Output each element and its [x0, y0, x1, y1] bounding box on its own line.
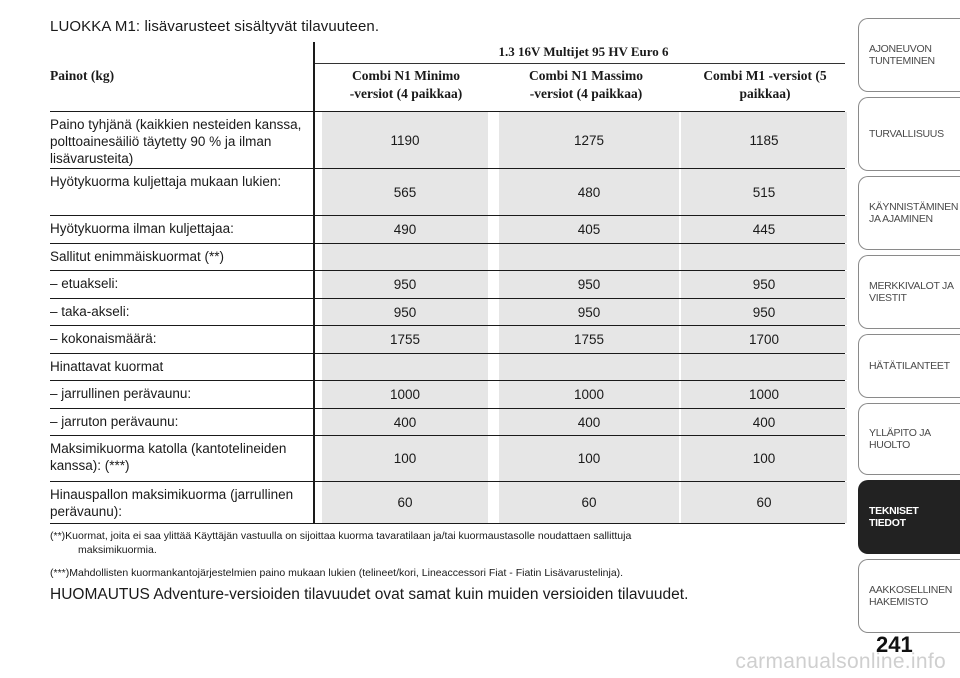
value-cell: 950 — [499, 271, 679, 298]
footnote-1 — [50, 529, 830, 557]
row-label: – jarruton perävaunu: — [50, 414, 179, 429]
table-row — [50, 299, 845, 326]
value-cell: 100 — [499, 436, 679, 481]
chapter-tab-line1: YLLÄPITO JA HUOLTO — [869, 427, 931, 451]
row-divider — [50, 523, 845, 524]
table-row — [50, 271, 845, 299]
table-row — [50, 409, 845, 436]
chapter-tab[interactable] — [858, 480, 960, 554]
value-cell: 400 — [322, 409, 488, 435]
column-header-line2: paikkaa) — [739, 86, 791, 101]
footnote-2: (***)Mahdollisten kuormankantojärjestelmien paino mukaan lukien (telineet/kori, Lineaccessori Fiat - Fiatin Lisävarustelinja). — [50, 567, 624, 579]
value-cell — [322, 244, 488, 270]
table-row — [50, 482, 845, 524]
value-cell: 1185 — [681, 112, 847, 168]
table-row — [50, 244, 845, 271]
page-title: LUOKKA M1: lisävarusteet sisältyvät tilavuuteen. — [50, 18, 380, 35]
row-label: – jarrullinen perävaunu: — [50, 386, 192, 401]
row-label: Hinauspallon maksimikuorma (jarrullinen perävaunu): — [50, 487, 294, 519]
chapter-tab-label — [869, 360, 950, 372]
table-row — [50, 326, 845, 354]
chapter-tab[interactable] — [858, 97, 960, 171]
weights-header-label: Painot (kg) — [50, 68, 115, 83]
chapter-tabs — [858, 0, 960, 678]
chapter-tab[interactable] — [858, 334, 960, 398]
chapter-tab-line2: TUNTEMINEN — [869, 55, 935, 67]
value-cell: 480 — [499, 169, 679, 215]
value-cell: 60 — [499, 482, 679, 523]
value-cell: 1755 — [499, 326, 679, 353]
column-header-line1: Combi N1 Minimo — [352, 68, 460, 83]
column-header-minimo — [320, 67, 492, 109]
chapter-tab-label — [869, 201, 958, 225]
row-label: Sallitut enimmäiskuormat (**) — [50, 249, 225, 264]
value-cell — [322, 354, 488, 380]
table-row — [50, 216, 845, 244]
engine-header-row — [50, 42, 845, 64]
value-cell: 950 — [322, 271, 488, 298]
chapter-tab-label — [869, 427, 954, 451]
value-cell: 400 — [681, 409, 847, 435]
row-label: Maksimikuorma katolla (kantotelineiden kanssa): (***) — [50, 441, 287, 473]
chapter-tab-line2: JA AJAMINEN — [869, 213, 933, 225]
value-cell — [499, 354, 679, 380]
chapter-tab-line1: HÄTÄTILANTEET — [869, 360, 950, 372]
chapter-tab[interactable] — [858, 559, 960, 633]
value-cell: 950 — [322, 299, 488, 325]
chapter-tab-line1: TURVALLISUUS — [869, 128, 944, 140]
chapter-tab[interactable] — [858, 176, 960, 250]
column-header-line1: Combi N1 Massimo — [529, 68, 643, 83]
value-cell: 950 — [681, 271, 847, 298]
watermark: carmanualsonline.info — [735, 650, 946, 673]
value-cell: 1000 — [681, 381, 847, 408]
table-row — [50, 112, 845, 169]
chapter-tab-line1: AJONEUVON — [869, 43, 932, 55]
chapter-tab[interactable] — [858, 18, 960, 92]
table-row — [50, 169, 845, 216]
value-cell: 445 — [681, 216, 847, 243]
chapter-tab-label — [869, 128, 944, 140]
chapter-tab-line2: HAKEMISTO — [869, 596, 928, 608]
value-cell: 60 — [681, 482, 847, 523]
value-cell — [681, 244, 847, 270]
engine-divider — [315, 63, 845, 64]
value-cell — [499, 244, 679, 270]
chapter-tab-line1: TEKNISET TIEDOT — [869, 505, 919, 529]
chapter-tab-label — [869, 280, 954, 304]
chapter-tab-label — [869, 584, 952, 608]
value-cell: 950 — [681, 299, 847, 325]
column-header-line2: -versiot (4 paikkaa) — [349, 86, 463, 101]
value-cell: 1190 — [322, 112, 488, 168]
row-label: – etuakseli: — [50, 276, 119, 291]
value-cell — [681, 354, 847, 380]
table-row — [50, 381, 845, 409]
chapter-tab[interactable] — [858, 255, 960, 329]
chapter-tab[interactable] — [858, 403, 960, 475]
value-cell: 950 — [499, 299, 679, 325]
value-cell: 515 — [681, 169, 847, 215]
value-cell: 1755 — [322, 326, 488, 353]
page-number: 241 — [876, 632, 913, 657]
value-cell: 60 — [322, 482, 488, 523]
value-cell: 490 — [322, 216, 488, 243]
chapter-tab-line2: VIESTIT — [869, 292, 907, 304]
table-row — [50, 354, 845, 381]
chapter-tab-label — [869, 505, 954, 529]
table-row — [50, 436, 845, 482]
value-cell: 565 — [322, 169, 488, 215]
value-cell: 1000 — [322, 381, 488, 408]
column-header-m1 — [680, 67, 850, 109]
footnote-1-text: (**)Kuormat, joita ei saa ylittää Käyttäjän vastuulla on sijoittaa kuorma tavaratilaan ja/tai kuormaustasolle noudattaen sallittuja — [50, 530, 632, 542]
chapter-tab-line1: AAKKOSELLINEN — [869, 584, 953, 596]
row-label: Hyötykuorma kuljettaja mukaan lukien: — [50, 174, 282, 189]
value-cell: 1000 — [499, 381, 679, 408]
column-header-massimo — [498, 67, 674, 109]
value-cell: 100 — [681, 436, 847, 481]
value-cell: 405 — [499, 216, 679, 243]
column-header-line1: Combi M1 -versiot (5 — [703, 68, 827, 83]
row-label: – taka-akseli: — [50, 304, 130, 319]
value-cell: 1700 — [681, 326, 847, 353]
column-header-line2: -versiot (4 paikkaa) — [529, 86, 643, 101]
chapter-tab-line1: MERKKIVALOT JA — [869, 280, 954, 292]
value-cell: 100 — [322, 436, 488, 481]
row-label: Hinattavat kuormat — [50, 359, 164, 374]
value-cell: 1275 — [499, 112, 679, 168]
footnote-1-continuation: maksimikuormia. — [78, 544, 157, 556]
engine-label: 1.3 16V Multijet 95 HV Euro 6 — [498, 44, 669, 59]
chapter-tab-label — [869, 43, 935, 67]
chapter-tab-line1: KÄYNNISTÄMINEN — [869, 201, 959, 213]
adventure-note: HUOMAUTUS Adventure-versioiden tilavuudet ovat samat kuin muiden versioiden tilavuudet. — [50, 586, 689, 603]
row-label: Paino tyhjänä (kaikkien nesteiden kanssa, polttoainesäiliö täytetty 90 % ja ilman lisävarusteita) — [50, 117, 302, 166]
row-label: – kokonaismäärä: — [50, 331, 157, 346]
value-cell: 400 — [499, 409, 679, 435]
row-label: Hyötykuorma ilman kuljettajaa: — [50, 221, 234, 236]
